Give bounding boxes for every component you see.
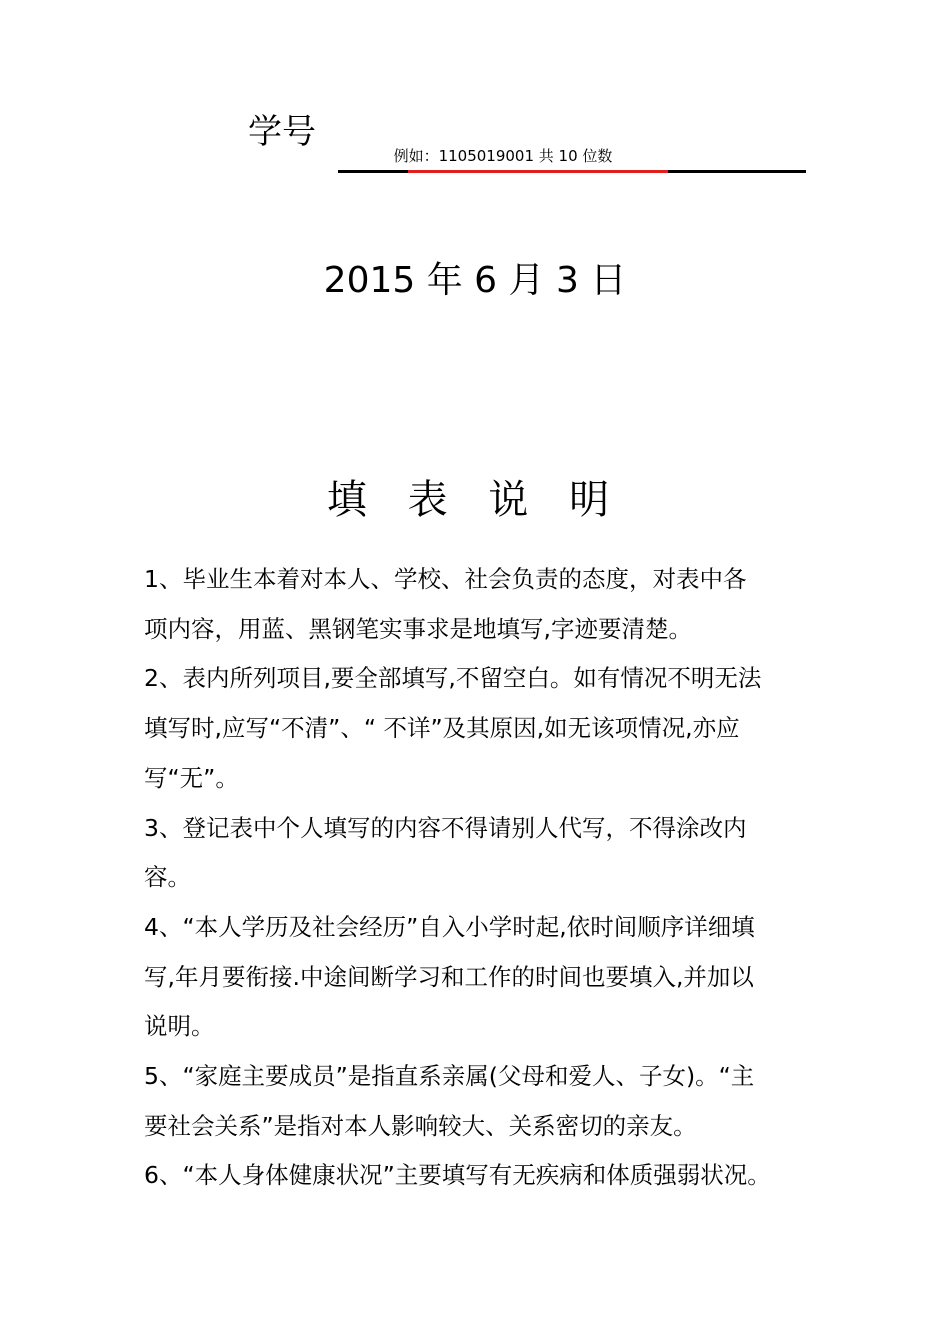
instruction-line: 说明。 <box>144 1012 215 1041</box>
instruction-line: 项内容，用蓝、黑钢笔实事求是地填写,字迹要清楚。 <box>144 614 692 643</box>
instruction-line: 3、登记表中个人填写的内容不得请别人代写，不得涂改内 <box>144 813 747 842</box>
instruction-line: 6、“本人身体健康状况”主要填写有无疾病和体质强弱状况。 <box>144 1161 771 1190</box>
student-id-hint-underline <box>408 170 668 173</box>
instruction-line: 2、表内所列项目,要全部填写,不留空白。如有情况不明无法 <box>144 664 762 693</box>
instruction-line: 填写时,应写“不清”、“ 不详”及其原因,如无该项情况,亦应 <box>144 714 740 743</box>
instruction-line: 要社会关系”是指对本人影响较大、关系密切的亲友。 <box>144 1111 697 1140</box>
instruction-line: 4、“本人学历及社会经历”自入小学时起,依时间顺序详细填 <box>144 912 755 941</box>
instruction-line: 5、“家庭主要成员”是指直系亲属(父母和爱人、子女)。“主 <box>144 1062 755 1091</box>
instruction-line: 写“无”。 <box>144 763 239 792</box>
document-date: 2015 年 6 月 3 日 <box>323 260 627 301</box>
student-id-label: 学号 <box>248 112 316 152</box>
student-id-hint: 例如：1105019001 共 10 位数 <box>393 147 613 165</box>
instruction-line: 容。 <box>144 863 191 892</box>
instruction-line: 1、毕业生本着对本人、学校、社会负责的态度，对表中各 <box>144 565 747 593</box>
instructions-body <box>144 555 812 1201</box>
instructions-title: 填 表 说 明 <box>326 477 624 523</box>
instruction-line: 写,年月要衔接.中途间断学习和工作的时间也要填入,并加以 <box>144 962 754 991</box>
